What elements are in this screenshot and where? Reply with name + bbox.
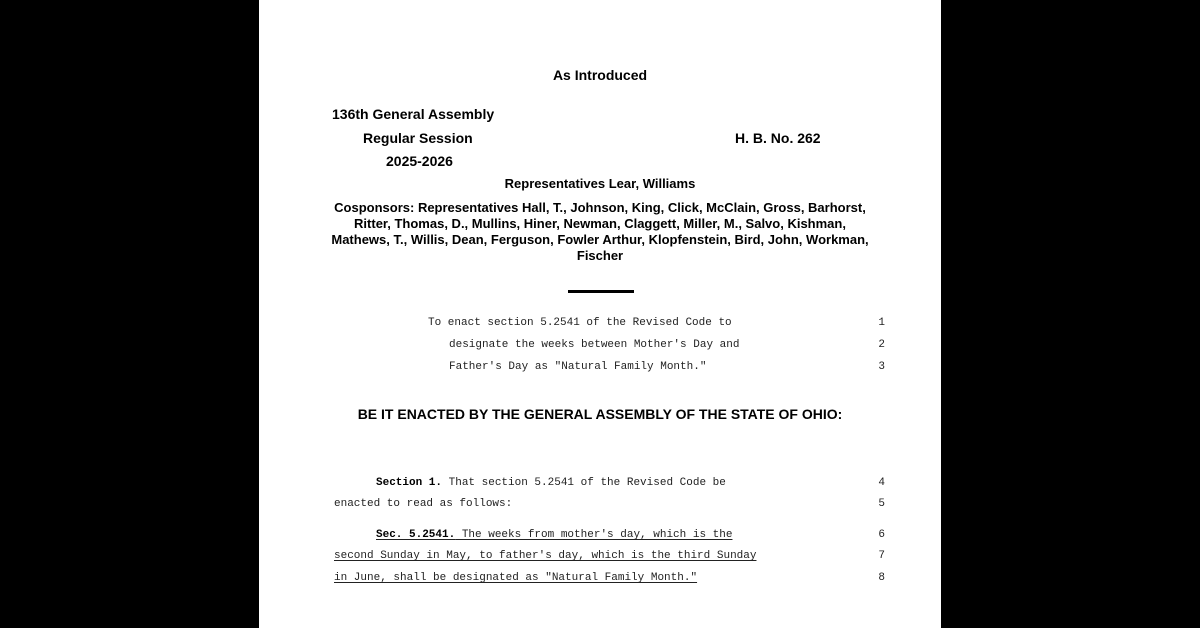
bill-page <box>259 0 941 628</box>
line-number: 2 <box>878 339 885 351</box>
section-1-line <box>376 477 726 489</box>
line-number: 8 <box>878 572 885 584</box>
section-1-line: enacted to read as follows: <box>334 498 513 510</box>
line-number: 5 <box>878 498 885 510</box>
title-line: To enact section 5.2541 of the Revised Code to <box>428 317 732 329</box>
line-number: 3 <box>878 361 885 373</box>
general-assembly: 136th General Assembly <box>332 106 495 122</box>
enacting-clause: BE IT ENACTED BY THE GENERAL ASSEMBLY OF THE STATE OF OHIO: <box>357 406 843 422</box>
new-section-line: in June, shall be designated as "Natural Family Month." <box>334 572 698 584</box>
line-number: 7 <box>878 550 885 562</box>
session-years: 2025-2026 <box>386 153 453 169</box>
bill-number: H. B. No. 262 <box>735 130 821 146</box>
new-section-label: Sec. 5.2541. <box>376 529 456 541</box>
section-1-label: Section 1. <box>376 477 443 489</box>
new-section-line: second Sunday in May, to father's day, which is the third Sunday <box>334 550 757 562</box>
new-section-line <box>376 529 732 541</box>
sponsors: Representatives Lear, Williams <box>504 176 696 191</box>
new-section-text: The weeks from mother's day, which is the <box>455 529 733 541</box>
bill-status: As Introduced <box>552 67 648 83</box>
cosponsors: Cosponsors: Representatives Hall, T., Johnson, King, Click, McClain, Gross, Barhorst, Ritter, Thomas, D., Mullins, Hiner, Newman, Claggett, Miller, M., Salvo, Kishman, Mathews, T., Willis, Dean, Ferguson, Fowler Arthur, Klopfenstein, Bird, John, Workman, Fischer <box>331 200 869 263</box>
line-number: 4 <box>878 477 885 489</box>
title-line: designate the weeks between Mother's Day and <box>449 339 740 351</box>
line-number: 6 <box>878 529 885 541</box>
title-line: Father's Day as "Natural Family Month." <box>449 361 707 373</box>
session-type: Regular Session <box>363 130 473 146</box>
section-1-text: That section 5.2541 of the Revised Code be <box>442 477 726 489</box>
line-number: 1 <box>878 317 885 329</box>
divider-rule <box>568 290 634 293</box>
